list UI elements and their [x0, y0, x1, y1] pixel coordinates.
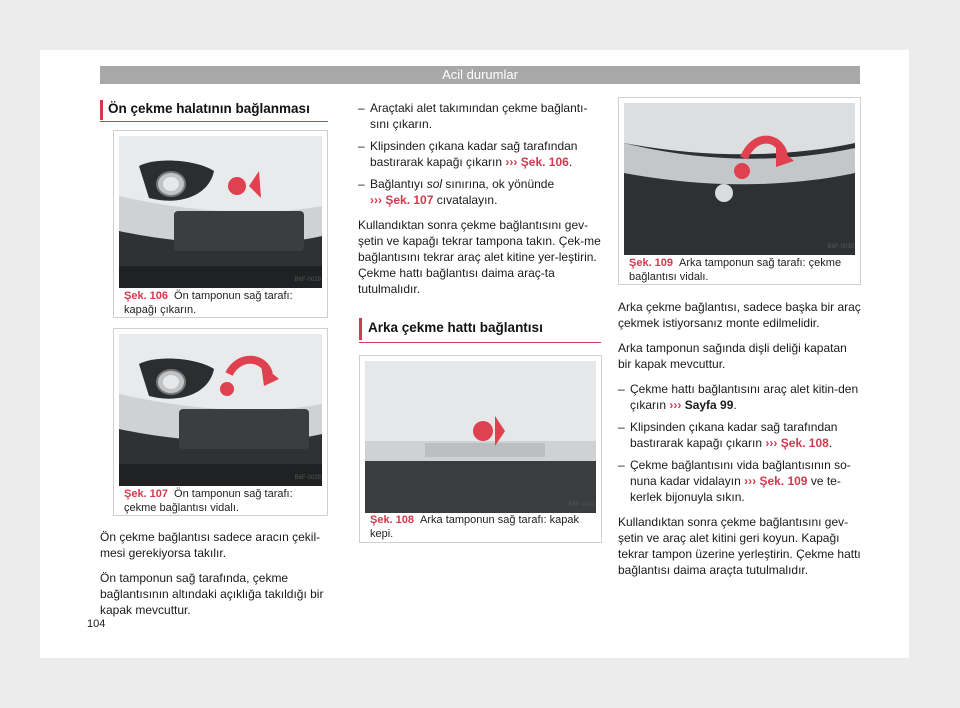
column-1-text	[100, 529, 335, 627]
figure-caption	[629, 256, 854, 284]
column-3-text	[618, 299, 862, 587]
step-item: – Klipsinden çıkana kadar sağ tarafından bastırarak kapağı çıkarın ››› Şek. 106.	[358, 138, 602, 170]
paragraph: Ön çekme bağlantısı sadece aracın çekil-mesi gerekiyorsa takılır.	[100, 530, 321, 560]
step-text: ve te-kerlek bijonuyla sıkın.	[630, 474, 841, 504]
figure-caption	[124, 487, 321, 515]
paragraph: Kullandıktan sonra çekme bağlantısını gev-şetin ve araç alet kitini geri koyun. Kapağı tekrar tampon üzerine yerleştirin. Çekme hattı bağlantısı daima araçta tutulmalıdır.	[618, 515, 861, 577]
paragraph: Kullandıktan sonra çekme bağlantısını gev-şetin ve kapağı tekrar tampona takın. Çek-me bağlantısını tekrar araç alet kitine yer-leştirin. Çekme hattı bağlantısı daima araç-ta tutulmalıdır.	[358, 218, 601, 296]
arrow-icon: ›››	[505, 155, 518, 169]
figure-caption-text: Arka tamponun sağ tarafı: çekme bağlantısı vidalı.	[629, 257, 842, 283]
step-text: Bağlantıyı	[370, 177, 424, 191]
section-rule	[100, 121, 328, 122]
step-text: cıvatalayın.	[436, 193, 498, 207]
figure-code: B6F-0030	[827, 244, 854, 250]
step-item: – Çekme hattı bağlantısını araç alet kitin-den çıkarın ››› Sayfa 99.	[618, 381, 862, 413]
cross-reference-link[interactable]: Sayfa 99	[684, 398, 734, 412]
cross-reference-link[interactable]: Şek. 108	[780, 436, 829, 450]
figure-caption-text: Ön tamponun sağ tarafı: çekme bağlantısı vidalı.	[124, 488, 293, 514]
step-item	[358, 100, 602, 132]
step-text: Çekme bağlantısını vida bağlantısının so-nuna kadar vidalayın	[630, 458, 851, 488]
section-rule	[359, 342, 601, 343]
figure-caption	[370, 513, 595, 541]
paragraph: Arka tamponun sağında dişli deliği kapatan bir kapak mevcuttur.	[618, 341, 847, 371]
step-text: Klipsinden çıkana kadar sağ tarafından bastırarak kapağı çıkarın	[630, 420, 838, 450]
paragraph: Ön tamponun sağ tarafında, çekme bağlantısının altındaki açıklığa takıldığı bir kapak mevcuttur.	[100, 571, 324, 617]
paragraph: Arka çekme bağlantısı, sadece başka bir araç çekmek istiyorsanız monte edilmelidir.	[618, 300, 861, 330]
figure-107	[113, 328, 328, 516]
cross-reference-link[interactable]: Şek. 109	[759, 474, 808, 488]
figure-ref: Şek. 108	[370, 514, 415, 526]
step-text: Çekme hattı bağlantısını araç alet kitin-den çıkarın	[630, 382, 859, 412]
step-item	[358, 176, 602, 208]
figure-107-image	[119, 334, 322, 486]
step-text: sınırına, ok yönünde	[445, 177, 555, 191]
figure-code: B6F-0029	[294, 277, 321, 283]
figure-ref: Şek. 109	[629, 257, 674, 269]
figure-code: B6F-0028	[294, 475, 321, 481]
step-text: Klipsinden çıkana kadar sağ tarafından bastırarak kapağı çıkarın	[370, 139, 578, 169]
section-title-rear: Arka çekme hattı bağlantısı	[368, 320, 543, 335]
figure-caption	[124, 289, 321, 317]
section-marker	[359, 318, 362, 340]
figure-caption-text: Arka tamponun sağ tarafı: kapak kepi.	[370, 514, 580, 540]
arrow-icon: ›››	[370, 193, 382, 207]
cross-reference-link[interactable]: Şek. 107	[385, 193, 434, 207]
section-marker	[100, 100, 103, 120]
section-title-front: Ön çekme halatının bağlanması	[108, 101, 310, 116]
figure-code: B6F-0031	[568, 502, 595, 508]
figure-caption-text: Ön tamponun sağ tarafı: kapağı çıkarın.	[124, 290, 293, 316]
figure-106	[113, 130, 328, 318]
figure-109	[618, 97, 861, 285]
figure-108	[359, 355, 602, 543]
column-2-text	[358, 100, 602, 306]
step-item	[618, 457, 862, 505]
step-item: – Klipsinden çıkana kadar sağ tarafından bastırarak kapağı çıkarın ››› Şek. 108.	[618, 419, 862, 451]
arrow-icon: ›››	[765, 436, 778, 450]
page-header: Acil durumlar	[100, 66, 860, 84]
emphasis-text: sol	[426, 177, 443, 191]
figure-106-image	[119, 136, 322, 288]
cross-reference-link[interactable]: Şek. 106	[520, 155, 569, 169]
figure-109-image	[624, 103, 855, 255]
arrow-icon: ›››	[669, 398, 682, 412]
figure-ref: Şek. 107	[124, 488, 169, 500]
figure-108-image	[365, 361, 596, 513]
arrow-icon: ›››	[744, 474, 757, 488]
page-number: 104	[87, 618, 106, 630]
step-text: Araçtaki alet takımından çekme bağlantı-sını çıkarın.	[370, 101, 588, 131]
figure-ref: Şek. 106	[124, 290, 169, 302]
